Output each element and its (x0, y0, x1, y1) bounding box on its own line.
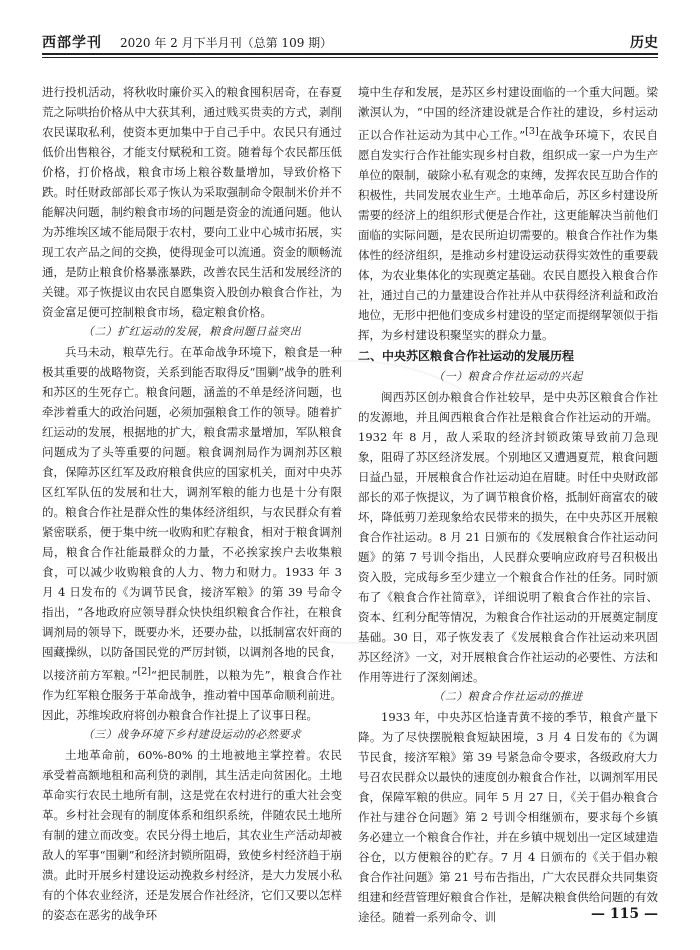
section-label: 历史 (630, 35, 658, 51)
paragraph: 1933 年，中央苏区恰逢青黄不接的季节，粮食产量下降。为了尽快摆脱粮食短缺困境，3 月 4 日发布的《为调节民食，接济军粮》第 39 号紧急命令要求，各级政府大力号召农民群众以最快的速度创办粮食合作社，以调剂军用民食，保障军粮的供应。同年 5 月 27 日，《关于倡办粮食合作社与建谷仓问题》第 2 号训令相继颁布，要求每个乡镇务必建立一个粮食合作社，并在乡镇中规划出一定区域建造谷仓，以方便粮谷的贮存。7 月 4 日颁布的《关于倡办粮食合作社问题》第 21 号布告指出，广大农民群众共同集资组建和经营管理好粮食合作社，是解决粮食供给问题的有效途径。随着一系列命令、训 (358, 709, 658, 924)
subsection-heading: （三）战争环境下乡村建设运动的必然要求 (82, 727, 302, 741)
page-number: — 115 — (591, 906, 658, 922)
paragraph: 土地革命前，60%-80% 的土地被地主掌控着。农民承受着高额地租和高利贷的剥削，其生活走向贫困化。土地革命实行农民土地所有制，这是党在农村进行的重大社会变革。乡村社会现有的制度体系和组织系统，伴随农民土地所有制的建立而改变。农民分得土地后，其农业生产活动却被敌人的军事“围剿”和经济封锁所阻碍，致使乡村经济趋于崩溃。此时开展乡村建设运动挽救乡村经济，是大力发展小私有的个体农业经济，还是发展合作社经济，它们又要以怎样的姿态在恶劣的战争环 (42, 747, 342, 922)
section-heading: 二、中央苏区粮食合作社运动的发展历程 (358, 348, 575, 363)
footnote-ref: [3] (525, 126, 539, 137)
header-rule-thin (42, 57, 658, 58)
left-column (42, 82, 342, 925)
subsection-heading: （二）粮食合作社运动的推进 (433, 689, 583, 703)
journal-brand: 西部学刊 (42, 35, 102, 51)
paragraph: 闽西苏区创办粮食合作社较早，是中央苏区粮食合作社的发源地，并且闽西粮食合作社是粮食合作社运动的开端。1932 年 8 月，敌人采取的经济封锁政策导致前刀急现象，阻碍了苏区经济发展。个别地区又遭遇夏荒，粮食问题日益凸显，开展粮食合作社运动迫在眉睫。时任中央财政部部长的邓子恢提议，为了调节粮食价格，抵制奸商富农的破坏，降低剪刀差现象给农民带来的损失，在中央苏区开展粮食合作社运动。8 月 21 日颁布的《发展粮食合作社运动问题》的第 7 号训令指出，人民群众要响应政府号召积极出资入股，完成每乡至少建立一个粮食合作社的任务。同时颁布了《粮食合作社简章》，详细说明了粮食合作社的宗旨、资本、红利分配等情况，为粮食合作社运动的开展奠定制度基础。30 日，邓子恢发表了《发展粮食合作社运动来巩固苏区经济》一文，对开展粮食合作社运动的必要性、方法和作用等进行了深刻阐述。 (358, 389, 658, 684)
issue-info: 2020 年 2 月下半月刊（总第 109 期） (120, 36, 333, 50)
header-rule-thick (42, 53, 658, 55)
paragraph-text: 兵马未动，粮草先行。在革命战争环境下，粮食是一种极其重要的战略物资，关系到能否取得反“围剿”战争的胜利和苏区的生死存亡。粮食问题，涵盖的不单是经济问题，也牵涉着重大的政治问题，必须加强粮食工作的领导。随着扩红运动的发展，根据地的扩大，粮食需求量增加，军队粮食问题成为了头等重要的问题。粮食调剂局作为调剂苏区粮食，保障苏区红军及政府粮食供应的国家机关，面对中央苏区红军队伍的发展和壮大，调剂军粮的能力也是十分有限的。粮食合作社是群众性的集体经济组织，与农民群众有着紧密联系，便于集中统一收购和贮存粮食，相对于粮食调剂局，粮食合作社能最群众的力量，不必挨家挨户去收集粮食，可以减少收购粮食的人力、物力和财力。1933 年 3 月 4 日发布的《为调节民食，接济军粮》的第 39 号命令指出，“各地政府应领导群众快快组织粮食合作社，在粮食调剂局的领导下，既要办米，还要办盐，以抵制富农奸商的囤藏操纵，以防备国民党的严厉封锁，以调剂各地的民食，以接济前方军粮。” (42, 345, 342, 682)
subsection-heading: （二）扩红运动的发展，粮食问题日益突出 (82, 325, 302, 338)
subsection-heading: （一）粮食合作社运动的兴起 (433, 369, 583, 383)
paragraph-text: “把民制胜，以粮为先”，粮食合作社作为红军粮仓服务于革命战争，推动着中国革命顺利前进。因此，苏维埃政府将创办粮食合作社提上了议事日程。 (42, 667, 342, 722)
paragraph-text: 境中生存和发展，是苏区乡村建设面临的一个重大问题。梁漱溟认为，“中国的经济建设就是合作社的建设，乡村运动正以合作社运动为其中心工作。” (358, 85, 658, 142)
paragraph (358, 82, 658, 345)
paragraph-text: 在战争环境下，农民自愿自发实行合作社能实现乡村自救，组织成一家一户为生产单位的限制，破除小私有观念的束缚，发挥农民互助合作的积极性，共同发展农业生产。土地革命后，苏区乡村建设所需要的经济上的组织形式便是合作社，这更能解决当前他们面临的实际问题，是农民所迫切需要的。粮食合作社作为集体性的经济组织，是推动乡村建设运动获得实效性的重要载体，为农业集体化的实现奠定基础。农民自愿投入粮食合作社，通过自己的力量建设合作社并从中获得经济利益和政治地位，无形中把他们变成乡村建设的坚定而提纲挈领似于指挥，为乡村建设积聚坚实的群众力量。 (358, 127, 658, 342)
running-header (42, 30, 658, 52)
paragraph (42, 342, 342, 725)
right-column (358, 82, 658, 927)
footnote-ref: [2] (137, 666, 152, 677)
paragraph: 进行投机活动，将秋收时廉价买入的粮食囤积居奇，在春夏荒之际哄抬价格从中大获其利，通过贱买贵卖的方式，剥削农民谋取私利，使资本更加集中于自己手中。农民只有通过低价出售粮谷，才能支付赋税和工资。随着每个农民都压低价格，打价格战，粮食市场上粮谷数量增加，导致价格下跌。时任财政部部长邓子恢认为采取强制命令限制米价并不能解决问题，制约粮食市场的问题是资金的流通问题。他认为苏维埃区域不能局限于农村，要向工业中心城市拓展，实现工农产品之间的交换，使得现金可以流通。资金的顺畅流通，是防止粮食价格暴涨暴跌，改善农民生活和发展经济的关键。邓子恢提议由农民自愿集资入股创办粮食合作社，为资金富足便可控制粮食市场，稳定粮食价格。 (42, 85, 342, 319)
